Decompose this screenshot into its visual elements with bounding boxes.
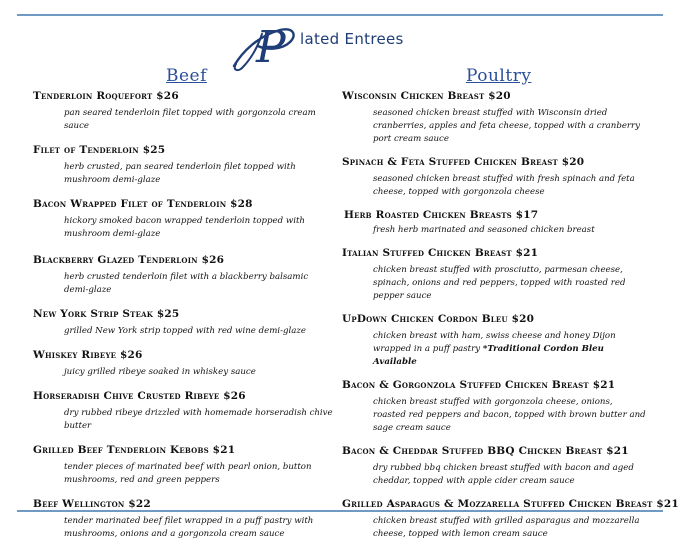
menu-item (33, 90, 333, 133)
item-description: chicken breast stuffed with gorgonzola cheese, onions, roasted red peppers and bacon, topped with brown butter and sage cream sauce (373, 397, 646, 433)
top-divider (17, 14, 663, 16)
item-name: Horseradish Chive Crusted Ribeye $26 (33, 390, 246, 402)
item-description: chicken breast stuffed with grilled asparagus and mozzarella cheese, topped with lemon cream sauce (373, 516, 640, 539)
item-description: herb crusted, pan seared tenderloin filet topped with mushroom demi-glaze (64, 162, 296, 185)
item-name: Wisconsin Chicken Breast $20 (342, 90, 511, 102)
menu-item (33, 390, 333, 433)
beef-column (33, 90, 333, 552)
item-description (342, 330, 647, 369)
poultry-heading: Poultry (466, 66, 532, 86)
menu-item (342, 209, 647, 237)
item-name: Bacon & Gorgonzola Stuffed Chicken Breast $21 (342, 379, 616, 391)
menu-item (33, 308, 333, 338)
bottom-divider (17, 510, 663, 512)
item-description: chicken breast stuffed with prosciutto, parmesan cheese, spinach, onions and red peppers, topped with roasted red pepper sauce (373, 265, 626, 301)
item-name: Whiskey Ribeye $26 (33, 349, 143, 361)
title-initial: P (256, 22, 286, 72)
menu-item (33, 198, 333, 241)
menu-item (342, 247, 647, 303)
menu-item (33, 254, 333, 297)
item-name: Herb Roasted Chicken Breasts $17 (344, 209, 539, 221)
menu-item (342, 445, 647, 488)
item-name: Grilled Beef Tenderloin Kebobs $21 (33, 444, 236, 456)
item-description: tender pieces of marinated beef with pearl onion, button mushrooms, red and green peppers (64, 462, 312, 485)
item-name: Bacon Wrapped Filet of Tenderloin $28 (33, 198, 253, 210)
menu-item (342, 90, 647, 146)
item-description: dry rubbed ribeye drizzled with homemade horseradish chive butter (64, 408, 333, 431)
item-name: Bacon & Cheddar Stuffed BBQ Chicken Breast $21 (342, 445, 629, 457)
item-name: Tenderloin Roquefort $26 (33, 90, 179, 102)
menu-item (342, 379, 647, 435)
item-name: Spinach & Feta Stuffed Chicken Breast $20 (342, 156, 585, 168)
item-name: Beef Wellington $22 (33, 498, 151, 510)
item-name: Blackberry Glazed Tenderloin $26 (33, 254, 225, 266)
item-description: hickory smoked bacon wrapped tenderloin topped with mushroom demi-glaze (64, 216, 305, 239)
item-description: juicy grilled ribeye soaked in whiskey sauce (64, 367, 256, 377)
item-note: *Traditional Cordon Bleu Available (373, 344, 604, 367)
item-description: grilled New York strip topped with red wine demi-glaze (64, 326, 306, 336)
item-description: pan seared tenderloin filet topped with gorgonzola cream sauce (64, 108, 316, 131)
item-description-text: chicken breast with ham, swiss cheese and honey Dijon wrapped in a puff pastry (373, 331, 616, 354)
title-text: lated Entrees (300, 30, 404, 48)
menu-item (33, 144, 333, 187)
menu-item (342, 498, 679, 541)
item-name: Filet of Tenderloin $25 (33, 144, 166, 156)
menu-item (342, 156, 647, 199)
menu-item (33, 444, 333, 487)
item-name: UpDown Chicken Cordon Bleu $20 (342, 313, 535, 325)
item-description: herb crusted tenderloin filet with a blackberry balsamic demi-glaze (64, 272, 309, 295)
poultry-column (342, 90, 679, 551)
item-name: New York Strip Steak $25 (33, 308, 180, 320)
item-description: dry rubbed bbq chicken breast stuffed with bacon and aged cheddar, topped with apple cider cream sauce (373, 463, 634, 486)
menu-item (342, 313, 647, 369)
script-p-logo (228, 22, 298, 72)
item-name: Grilled Asparagus & Mozzarella Stuffed Chicken Breast $21 (342, 498, 679, 510)
menu-item (33, 349, 333, 379)
beef-heading: Beef (166, 66, 207, 86)
menu-item (33, 498, 333, 541)
item-name: Italian Stuffed Chicken Breast $21 (342, 247, 539, 259)
item-description: tender marinated beef filet wrapped in a puff pastry with mushrooms, onions and a gorgonzola cream sauce (64, 516, 314, 539)
item-description: seasoned chicken breast stuffed with Wisconsin dried cranberries, apples and feta cheese, topped with a cranberry port cream sauce (373, 108, 641, 144)
item-description: fresh herb marinated and seasoned chicken breast (373, 225, 595, 235)
page-title (228, 22, 448, 72)
item-description: seasoned chicken breast stuffed with fresh spinach and feta cheese, topped with gorgonzola cheese (373, 174, 635, 197)
